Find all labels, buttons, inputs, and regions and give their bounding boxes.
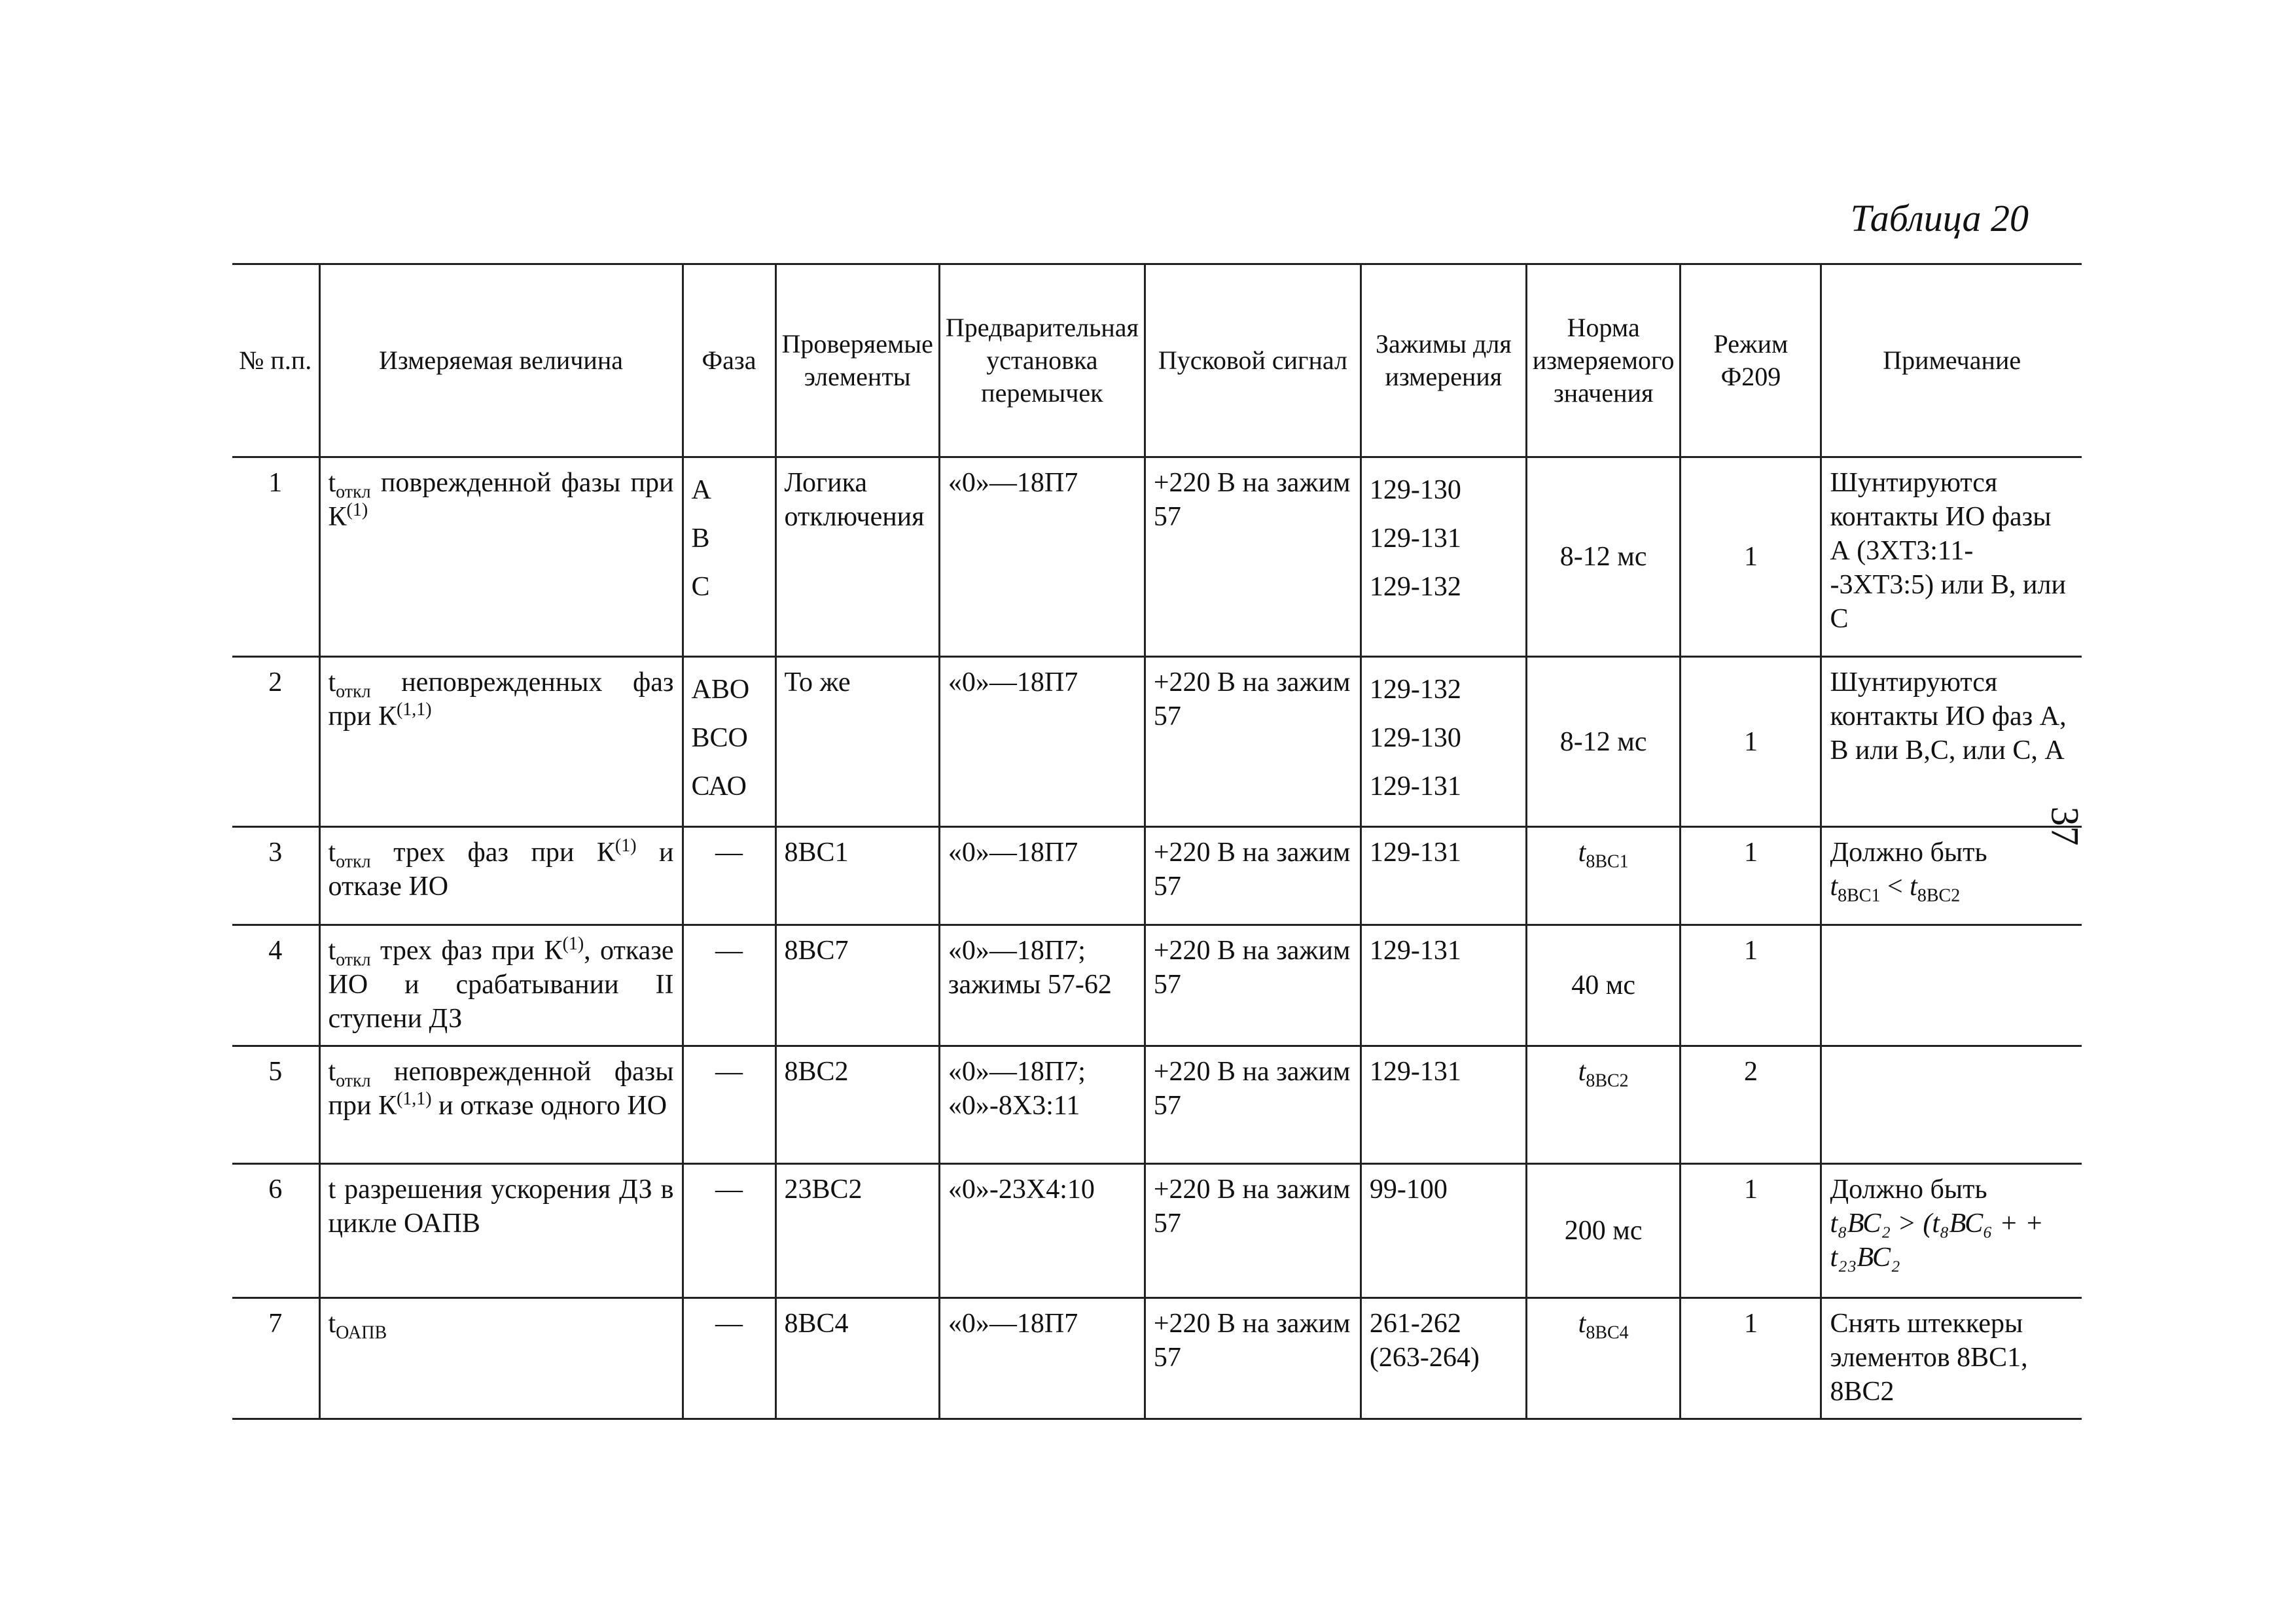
note-formula	[1830, 870, 2074, 904]
measured-quantity	[319, 925, 683, 1046]
jumpers-text: «0»—18П7	[948, 667, 1078, 697]
phase-value: —	[715, 838, 743, 868]
quantity-superscript: (1)	[346, 500, 368, 520]
phase-cell	[683, 1164, 775, 1298]
phase-cell	[683, 1298, 775, 1419]
quantity-symbol: t	[328, 1174, 336, 1205]
table-row	[232, 457, 2082, 657]
terminals-cell	[1361, 827, 1526, 925]
terminal-value: 129-132	[1369, 675, 1461, 705]
row-number	[232, 457, 319, 657]
phase-value: САО	[691, 771, 747, 802]
quantity-superscript: (1,1)	[396, 1089, 432, 1109]
signal-text: +220 В на зажим 57	[1153, 667, 1351, 732]
mode-text: 1	[1743, 936, 1758, 966]
table-caption: Таблица 20	[1850, 197, 2029, 239]
table-row	[232, 925, 2082, 1046]
row-number	[232, 1298, 319, 1419]
jumpers-text: «0»-23Х4:10	[948, 1174, 1095, 1205]
elements-text: То же	[784, 667, 851, 697]
norm-value	[1526, 457, 1681, 657]
norm-subscript: 8ВС4	[1586, 1322, 1629, 1343]
row-number-text: 7	[268, 1309, 283, 1339]
row-number	[232, 1164, 319, 1298]
jumpers-text: «0»—18П7	[948, 1309, 1078, 1339]
elements-text: 8ВС4	[784, 1309, 849, 1339]
mode-f209	[1681, 827, 1821, 925]
row-number-text: 4	[268, 936, 283, 966]
norm-text: 40 мс	[1571, 970, 1636, 1000]
quantity-text: поврежденной фазы при К	[328, 468, 674, 532]
jumper-setting	[939, 827, 1145, 925]
phase-value: —	[715, 936, 743, 966]
measured-quantity	[319, 827, 683, 925]
phase-value: B	[691, 523, 710, 554]
quantity-tail: и отказе ИО	[328, 838, 674, 902]
mode-f209	[1681, 457, 1821, 657]
note-text: Снять штеккеры элементов 8ВС1, 8ВС2	[1830, 1309, 2028, 1407]
norm-subscript: 8ВС2	[1586, 1070, 1629, 1091]
measured-quantity	[319, 457, 683, 657]
terminal-value: 129-131	[1369, 936, 1461, 966]
mode-f209	[1681, 925, 1821, 1046]
phase-value: —	[715, 1174, 743, 1205]
terminals-cell	[1361, 925, 1526, 1046]
quantity-symbol: t	[328, 468, 336, 498]
signal-text: +220 В на зажим 57	[1153, 468, 1351, 532]
measured-quantity	[319, 657, 683, 827]
quantity-text: трех фаз при К	[370, 936, 563, 966]
table-row	[232, 1046, 2082, 1164]
header-quantity: Измеряемая величина	[319, 264, 683, 457]
mode-text: 1	[1743, 542, 1758, 572]
note-cell	[1821, 1298, 2082, 1419]
start-signal	[1145, 657, 1361, 827]
jumpers-text: «0»—18П7; «0»-8Х3:11	[948, 1057, 1086, 1121]
checked-elements	[775, 1046, 939, 1164]
norm-symbol: t	[1578, 1309, 1586, 1339]
quantity-superscript: (1)	[562, 934, 584, 954]
row-number-text: 3	[268, 838, 283, 868]
norm-value	[1526, 925, 1681, 1046]
terminal-value: 261-262 (263-264)	[1369, 1309, 1480, 1373]
start-signal	[1145, 925, 1361, 1046]
quantity-symbol: t	[328, 838, 336, 868]
phase-value: —	[715, 1057, 743, 1087]
terminal-value: 129-130	[1369, 475, 1461, 505]
header-mode: Режим Ф209	[1681, 264, 1821, 457]
quantity-subscript: откл	[336, 1070, 371, 1091]
terminal-value: 129-131	[1369, 1057, 1461, 1087]
start-signal	[1145, 457, 1361, 657]
quantity-text: неповрежденной фазы при К	[328, 1057, 674, 1121]
quantity-text: разрешения ускорения ДЗ в цикле ОАПВ	[328, 1174, 674, 1239]
row-number	[232, 827, 319, 925]
terminal-value: 129-131	[1369, 838, 1461, 868]
note-subscript-2: 8ВС2	[1917, 885, 1961, 906]
phase-cell	[683, 827, 775, 925]
measurement-table	[232, 263, 2082, 1420]
quantity-tail: , отказе ИО и срабатывании II ступени ДЗ	[328, 936, 674, 1034]
row-number	[232, 657, 319, 827]
header-jumpers: Предварительная установка перемычек	[939, 264, 1145, 457]
quantity-tail: и отказе одного ИО	[431, 1091, 667, 1121]
elements-text: Логика отключения	[784, 468, 925, 532]
note-symbol-2: t	[1910, 872, 1917, 902]
checked-elements	[775, 457, 939, 657]
measured-quantity	[319, 1298, 683, 1419]
row-number	[232, 1046, 319, 1164]
table-header-row	[232, 264, 2082, 457]
header-terminals: Зажимы для измерения	[1361, 264, 1526, 457]
page-number: 37	[2043, 806, 2087, 846]
phase-value: ВСО	[691, 723, 748, 753]
terminals-cell	[1361, 457, 1526, 657]
quantity-symbol: t	[328, 1057, 336, 1087]
quantity-subscript: откл	[336, 681, 371, 702]
quantity-symbol: t	[328, 1309, 336, 1339]
norm-value	[1526, 657, 1681, 827]
mode-f209	[1681, 657, 1821, 827]
note-cell	[1821, 657, 2082, 827]
note-text: Шунтируются контакты ИО фазы А (3ХТ3:11- -3ХТ3:5) или В, или С	[1830, 468, 2066, 634]
signal-text: +220 В на зажим 57	[1153, 838, 1351, 902]
quantity-subscript: откл	[336, 949, 371, 970]
terminals-cell	[1361, 1164, 1526, 1298]
terminal-value: 129-131	[1369, 523, 1461, 554]
jumper-setting	[939, 1046, 1145, 1164]
note-formula-text: t₈ВС₂ > (t₈ВС₆ + + t₂₃ВС₂	[1830, 1209, 2044, 1273]
quantity-subscript: откл	[336, 851, 371, 872]
elements-text: 23ВС2	[784, 1174, 863, 1205]
header-norm: Норма измеряемого значения	[1526, 264, 1681, 457]
note-text: Должно быть	[1830, 838, 1987, 868]
elements-text: 8ВС1	[784, 838, 849, 868]
jumper-setting	[939, 925, 1145, 1046]
jumpers-text: «0»—18П7; зажимы 57-62	[948, 936, 1112, 1000]
jumper-setting	[939, 1298, 1145, 1419]
note-cell	[1821, 925, 2082, 1046]
quantity-text: неповрежденных фаз при К	[328, 667, 674, 732]
note-text: Должно быть	[1830, 1174, 1987, 1205]
mode-f209	[1681, 1298, 1821, 1419]
terminal-value: 99-100	[1369, 1174, 1448, 1205]
note-text: Шунтируются контакты ИО фаз А, В или В,С, или С, А	[1830, 667, 2067, 766]
mode-text: 1	[1743, 726, 1758, 757]
note-operator: <	[1880, 872, 1910, 902]
checked-elements	[775, 657, 939, 827]
note-cell	[1821, 827, 2082, 925]
norm-value	[1526, 1298, 1681, 1419]
norm-text: 8-12 мс	[1559, 542, 1647, 572]
header-elements: Проверяемые элементы	[775, 264, 939, 457]
terminal-value: 129-130	[1369, 723, 1461, 753]
jumper-setting	[939, 1164, 1145, 1298]
phase-value: —	[715, 1309, 743, 1339]
terminals-cell	[1361, 1298, 1526, 1419]
quantity-symbol: t	[328, 936, 336, 966]
table-row	[232, 1164, 2082, 1298]
start-signal	[1145, 1164, 1361, 1298]
row-number	[232, 925, 319, 1046]
signal-text: +220 В на зажим 57	[1153, 1174, 1351, 1239]
row-number-text: 2	[268, 667, 283, 697]
mode-text: 1	[1743, 838, 1758, 868]
norm-subscript: 8ВС1	[1586, 851, 1629, 872]
row-number-text: 1	[268, 468, 283, 498]
phase-value: C	[691, 572, 710, 602]
terminals-cell	[1361, 657, 1526, 827]
quantity-subscript: откл	[336, 482, 371, 503]
checked-elements	[775, 925, 939, 1046]
norm-value	[1526, 1164, 1681, 1298]
jumper-setting	[939, 457, 1145, 657]
note-cell	[1821, 1164, 2082, 1298]
quantity-subscript: ОАПВ	[336, 1322, 387, 1343]
row-number-text: 5	[268, 1057, 283, 1087]
terminals-cell	[1361, 1046, 1526, 1164]
note-subscript: 8ВС1	[1838, 885, 1881, 906]
elements-text: 8ВС2	[784, 1057, 849, 1087]
measured-quantity	[319, 1046, 683, 1164]
start-signal	[1145, 1046, 1361, 1164]
terminal-value: 129-131	[1369, 771, 1461, 802]
phase-value: A	[691, 475, 711, 505]
table-row	[232, 827, 2082, 925]
norm-symbol: t	[1578, 1057, 1586, 1087]
start-signal	[1145, 1298, 1361, 1419]
signal-text: +220 В на зажим 57	[1153, 1057, 1351, 1121]
jumper-setting	[939, 657, 1145, 827]
table-row	[232, 657, 2082, 827]
mode-text: 1	[1743, 1174, 1758, 1205]
table-row	[232, 1298, 2082, 1419]
phase-cell	[683, 1046, 775, 1164]
note-symbol: t	[1830, 872, 1838, 902]
header-note: Примечание	[1821, 264, 2082, 457]
signal-text: +220 В на зажим 57	[1153, 1309, 1351, 1373]
norm-value	[1526, 827, 1681, 925]
checked-elements	[775, 1164, 939, 1298]
mode-text: 2	[1743, 1057, 1758, 1087]
jumpers-text: «0»—18П7	[948, 838, 1078, 868]
norm-symbol: t	[1578, 838, 1586, 868]
norm-text: 200 мс	[1564, 1216, 1643, 1246]
phase-cell	[683, 657, 775, 827]
mode-text: 1	[1743, 1309, 1758, 1339]
quantity-superscript: (1,1)	[396, 699, 432, 720]
header-num: № п.п.	[232, 264, 319, 457]
mode-f209	[1681, 1046, 1821, 1164]
note-cell	[1821, 1046, 2082, 1164]
jumpers-text: «0»—18П7	[948, 468, 1078, 498]
phase-value: АВО	[691, 675, 750, 705]
mode-f209	[1681, 1164, 1821, 1298]
phase-cell	[683, 925, 775, 1046]
row-number-text: 6	[268, 1174, 283, 1205]
checked-elements	[775, 827, 939, 925]
phase-cell	[683, 457, 775, 657]
quantity-symbol: t	[328, 667, 336, 697]
norm-text: 8-12 мс	[1559, 726, 1647, 757]
norm-value	[1526, 1046, 1681, 1164]
note-cell	[1821, 457, 2082, 657]
header-signal: Пусковой сигнал	[1145, 264, 1361, 457]
header-phase: Фаза	[683, 264, 775, 457]
measured-quantity	[319, 1164, 683, 1298]
terminal-value: 129-132	[1369, 572, 1461, 602]
quantity-superscript: (1)	[614, 836, 637, 856]
signal-text: +220 В на зажим 57	[1153, 936, 1351, 1000]
start-signal	[1145, 827, 1361, 925]
quantity-text: трех фаз при К	[370, 838, 615, 868]
elements-text: 8ВС7	[784, 936, 849, 966]
checked-elements	[775, 1298, 939, 1419]
